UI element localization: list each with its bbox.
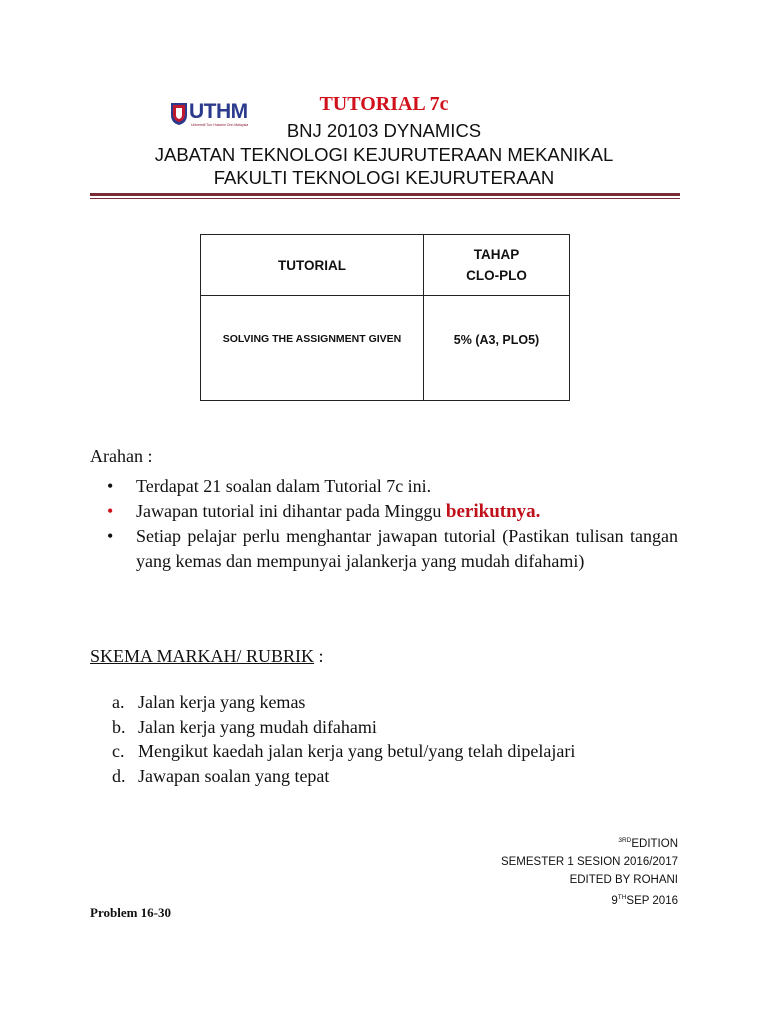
header-rule-thick	[90, 193, 680, 196]
tahap-label: TAHAP	[473, 247, 520, 262]
clo-plo-label: CLO-PLO	[466, 268, 527, 283]
table-header-tahap	[424, 235, 570, 296]
instructions-list	[90, 474, 678, 573]
list-item: d. Jawapan soalan yang tepat	[112, 765, 330, 786]
clo-plo-table	[200, 234, 570, 401]
list-item: • Setiap pelajar perlu menghantar jawapan tutorial (Pastikan tulisan tangan yang kemas dan mempunyai jalankerja yang mudah difahami)	[107, 526, 678, 571]
logo-tagline: Universiti Tun Hussein Onn Malaysia	[191, 123, 249, 127]
department-name: JABATAN TEKNOLOGI KEJURUTERAAN MEKANIKAL	[154, 144, 614, 165]
table-cell-task	[201, 296, 424, 401]
list-item: b. Jalan kerja yang mudah difahami	[112, 716, 377, 737]
rubric-title: SKEMA MARKAH/ RUBRIK	[90, 646, 315, 666]
table-row	[201, 296, 570, 401]
problem-label: Problem 16-30	[90, 905, 171, 920]
list-item: a. Jalan kerja yang kemas	[112, 692, 306, 712]
bullet-icon: •	[107, 476, 114, 496]
instructions-label: Arahan :	[90, 446, 153, 466]
rubric-list	[90, 690, 575, 788]
table-header-row	[201, 235, 570, 296]
task-text: SOLVING THE ASSIGNMENT GIVEN	[222, 333, 402, 345]
tutorial-title: TUTORIAL 7c	[319, 93, 449, 115]
bullet-icon: •	[107, 500, 114, 521]
header-rule-thin	[90, 198, 680, 199]
logo-wordmark: UTHM	[189, 100, 248, 123]
edition-block	[501, 832, 678, 910]
editor-line: EDITED BY ROHANI	[569, 874, 678, 886]
course-code: BNJ 20103 DYNAMICS	[286, 120, 482, 141]
date-line: 9THSEP 2016	[611, 894, 678, 907]
table-cell-weight	[424, 296, 570, 401]
list-item: c. Mengikut kaedah jalan kerja yang betul/yang telah dipelajari	[112, 741, 576, 761]
list-item: • Terdapat 21 soalan dalam Tutorial 7c ini.	[90, 474, 678, 499]
semester-line: SEMESTER 1 SESION 2016/2017	[500, 856, 678, 868]
bullet-icon: •	[107, 526, 114, 546]
rubric-heading: SKEMA MARKAH/ RUBRIK :	[90, 646, 324, 666]
emphasis-text: berikutnya.	[445, 500, 541, 522]
weight-text: 5% (A3, PLO5)	[453, 333, 540, 347]
list-item: • Jawapan tutorial ini dihantar pada Minggu berikutnya.	[107, 500, 541, 522]
edition-line: $^{3RD}$EDITION	[618, 837, 678, 850]
table-header-tutorial: TUTORIAL	[201, 235, 424, 296]
faculty-name: FAKULTI TEKNOLOGI KEJURUTERAAN	[213, 167, 555, 188]
